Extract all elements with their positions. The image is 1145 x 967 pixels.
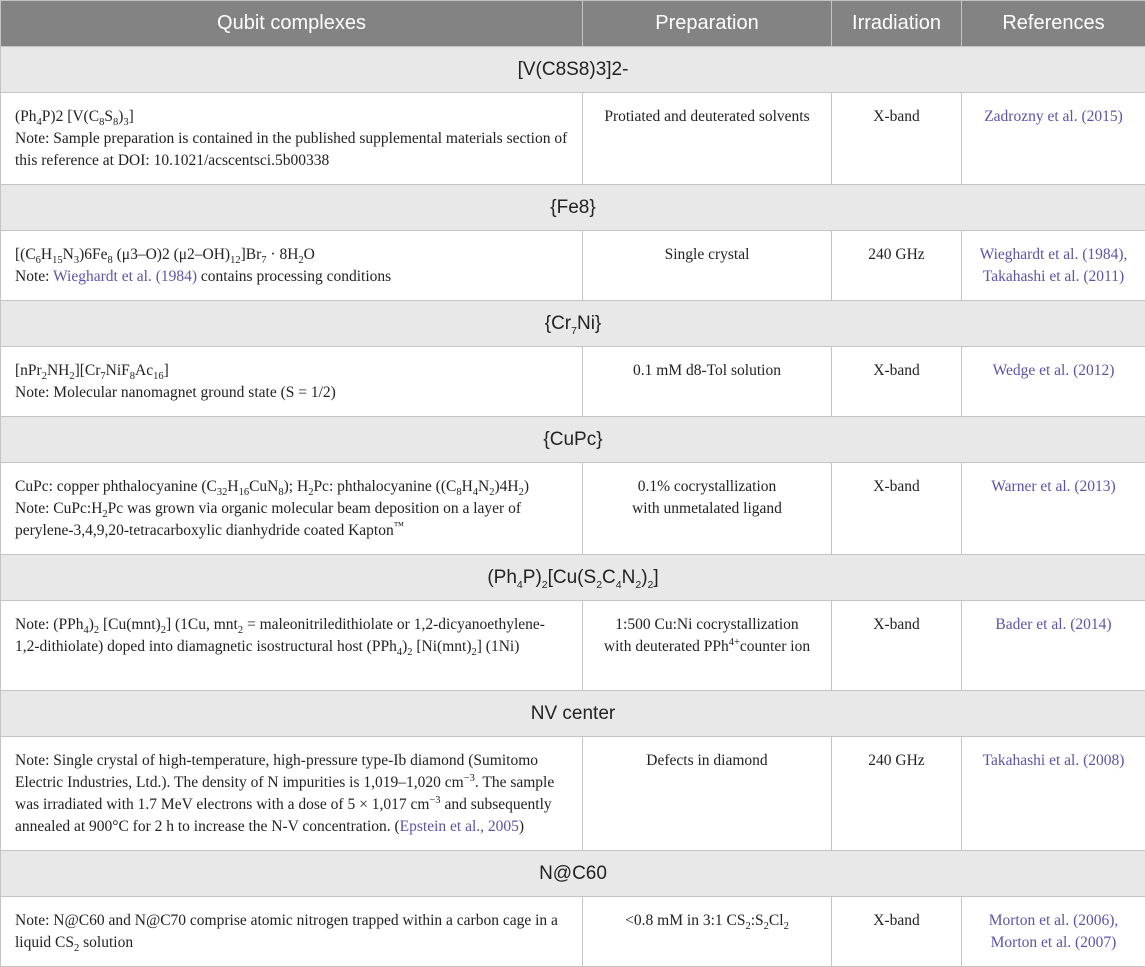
reference-link[interactable]: Wieghardt et al. (1984), — [968, 244, 1139, 266]
header-row — [1, 1, 1145, 47]
reference-link[interactable]: Bader et al. (2014) — [968, 614, 1139, 636]
reference-link[interactable]: Takahashi et al. (2011) — [968, 266, 1139, 288]
irradiation-cell: X-band — [832, 601, 962, 691]
preparation-cell: Defects in diamond — [583, 737, 832, 851]
complex-cell — [1, 93, 583, 185]
group-row — [1, 47, 1145, 93]
complex-cell — [1, 347, 583, 417]
table-row — [1, 737, 1145, 851]
complex-cell — [1, 897, 583, 967]
complex-note: Note: Sample preparation is contained in the published supplemental materials section of this reference at DOI: 10.1021/acscentsci.5b00338 — [15, 128, 568, 172]
references-cell — [962, 897, 1145, 967]
column-header-qubit-complexes: Qubit complexes — [1, 1, 583, 47]
complex-note: Note: $(PPh_4)_2$ $[Cu(mnt)_2]$ (1Cu, mnt$_2$ = maleonitriledithiolate or 1,2-dicyanoethylene-1,2-dithiolate) doped into diamagnetic isostructural host $(PPh_4)_2$ $[Ni(mnt)_2]$ (1Ni) — [15, 614, 568, 658]
group-heading: {Fe8} — [1, 185, 1145, 231]
group-heading: {CuPc} — [1, 417, 1145, 463]
preparation-cell — [583, 601, 832, 691]
column-header-irradiation: Irradiation — [832, 1, 962, 47]
table-row — [1, 897, 1145, 967]
preparation-line: with unmetalated ligand — [589, 498, 825, 520]
preparation-line: 1:500 Cu:Ni cocrystallization — [589, 614, 825, 636]
complex-cell — [1, 737, 583, 851]
references-cell — [962, 601, 1145, 691]
references-cell — [962, 93, 1145, 185]
complex-formula: $[nPr_2NH_2][Cr_7NiF_8Ac_{16}]$ — [15, 360, 568, 382]
reference-link[interactable]: Warner et al. (2013) — [968, 476, 1139, 498]
group-row — [1, 417, 1145, 463]
table-row — [1, 93, 1145, 185]
complex-note: Note: Molecular nanomagnet ground state (S = 1/2) — [15, 382, 568, 404]
preparation-cell: <0.8 mM in 3:1 $CS_2:S_2Cl_2$ — [583, 897, 832, 967]
column-header-preparation: Preparation — [583, 1, 832, 47]
table-row — [1, 463, 1145, 555]
reference-link[interactable]: Zadrozny et al. (2015) — [968, 106, 1139, 128]
complex-cell — [1, 463, 583, 555]
group-row — [1, 185, 1145, 231]
irradiation-cell: 240 GHz — [832, 737, 962, 851]
note-prefix: Note: — [15, 268, 49, 285]
preparation-line: with deuterated PPh$^{4+}$counter ion — [589, 636, 825, 658]
group-row — [1, 851, 1145, 897]
table-row — [1, 231, 1145, 301]
references-cell — [962, 463, 1145, 555]
group-row — [1, 691, 1145, 737]
group-heading: [V(C8S8)3]2- — [1, 47, 1145, 93]
group-heading: NV center — [1, 691, 1145, 737]
table-row — [1, 601, 1145, 691]
complex-cell — [1, 231, 583, 301]
reference-link[interactable]: Takahashi et al. (2008) — [968, 750, 1139, 772]
references-cell — [962, 231, 1145, 301]
note-reference-link[interactable]: Wieghardt et al. (1984) — [53, 268, 197, 285]
preparation-line: 0.1% cocrystallization — [589, 476, 825, 498]
preparation-cell: Single crystal — [583, 231, 832, 301]
note-suffix: contains processing conditions — [201, 268, 391, 285]
group-row — [1, 555, 1145, 601]
reference-link[interactable]: Wedge et al. (2012) — [968, 360, 1139, 382]
group-heading: N@C60 — [1, 851, 1145, 897]
reference-link[interactable]: Morton et al. (2006), — [968, 910, 1139, 932]
column-header-references: References — [962, 1, 1145, 47]
complex-note — [15, 266, 568, 288]
preparation-cell — [583, 463, 832, 555]
complex-cell — [1, 601, 583, 691]
irradiation-cell: X-band — [832, 897, 962, 967]
references-cell — [962, 347, 1145, 417]
irradiation-cell: X-band — [832, 347, 962, 417]
irradiation-cell: 240 GHz — [832, 231, 962, 301]
complex-formula: [$(C_6H_{15}N_3)6Fe_8$ (μ3–O)2 $(\mu 2-OH)_{12}]Br_7 \cdot 8H_2O$ — [15, 244, 568, 266]
complex-note: Note: N@C60 and N@C70 comprise atomic nitrogen trapped within a carbon cage in a liquid $CS_2$ solution — [15, 910, 568, 954]
complex-note: Note: Single crystal of high-temperature, high-pressure type-Ib diamond (Sumitomo Electric Industries, Ltd.). The density of N impurities is 1,019–1,020 $cm^{-3}$. The sample was irradiated with 1.7 MeV electrons with a dose of 5 × 1,017 $cm^{-3}$ and subsequently annealed at 900°C for 2 h to increase the N-V concentration. (Epstein et al., 2005) — [15, 750, 568, 838]
complex-note: Note: $CuPc:H_2Pc$ was grown via organic molecular beam deposition on a layer of perylene-3,4,9,20-tetracarboxylic dianhydride coated Kapton™ — [15, 498, 568, 542]
group-heading: $\{Cr_7Ni\}$ — [1, 301, 1145, 347]
complex-formula: $(Ph_4P)2$ $[V(C_8S_8)_3]$ — [15, 106, 568, 128]
group-heading: $(Ph_4P)_2[Cu(S_2C_4N_2)_2]$ — [1, 555, 1145, 601]
group-row — [1, 301, 1145, 347]
table-row — [1, 347, 1145, 417]
complex-formula: CuPc: copper phthalocyanine $(C_{32}H_{16}CuN_8)$; $H_2Pc$: phthalocyanine $((C_8H_4N_2)4H_2)$ — [15, 476, 568, 498]
irradiation-cell: X-band — [832, 463, 962, 555]
references-cell — [962, 737, 1145, 851]
note-reference-link[interactable]: Epstein et al., 2005 — [400, 818, 519, 835]
irradiation-cell: X-band — [832, 93, 962, 185]
preparation-cell: 0.1 mM d8-Tol solution — [583, 347, 832, 417]
reference-link[interactable]: Morton et al. (2007) — [968, 932, 1139, 954]
preparation-cell: Protiated and deuterated solvents — [583, 93, 832, 185]
